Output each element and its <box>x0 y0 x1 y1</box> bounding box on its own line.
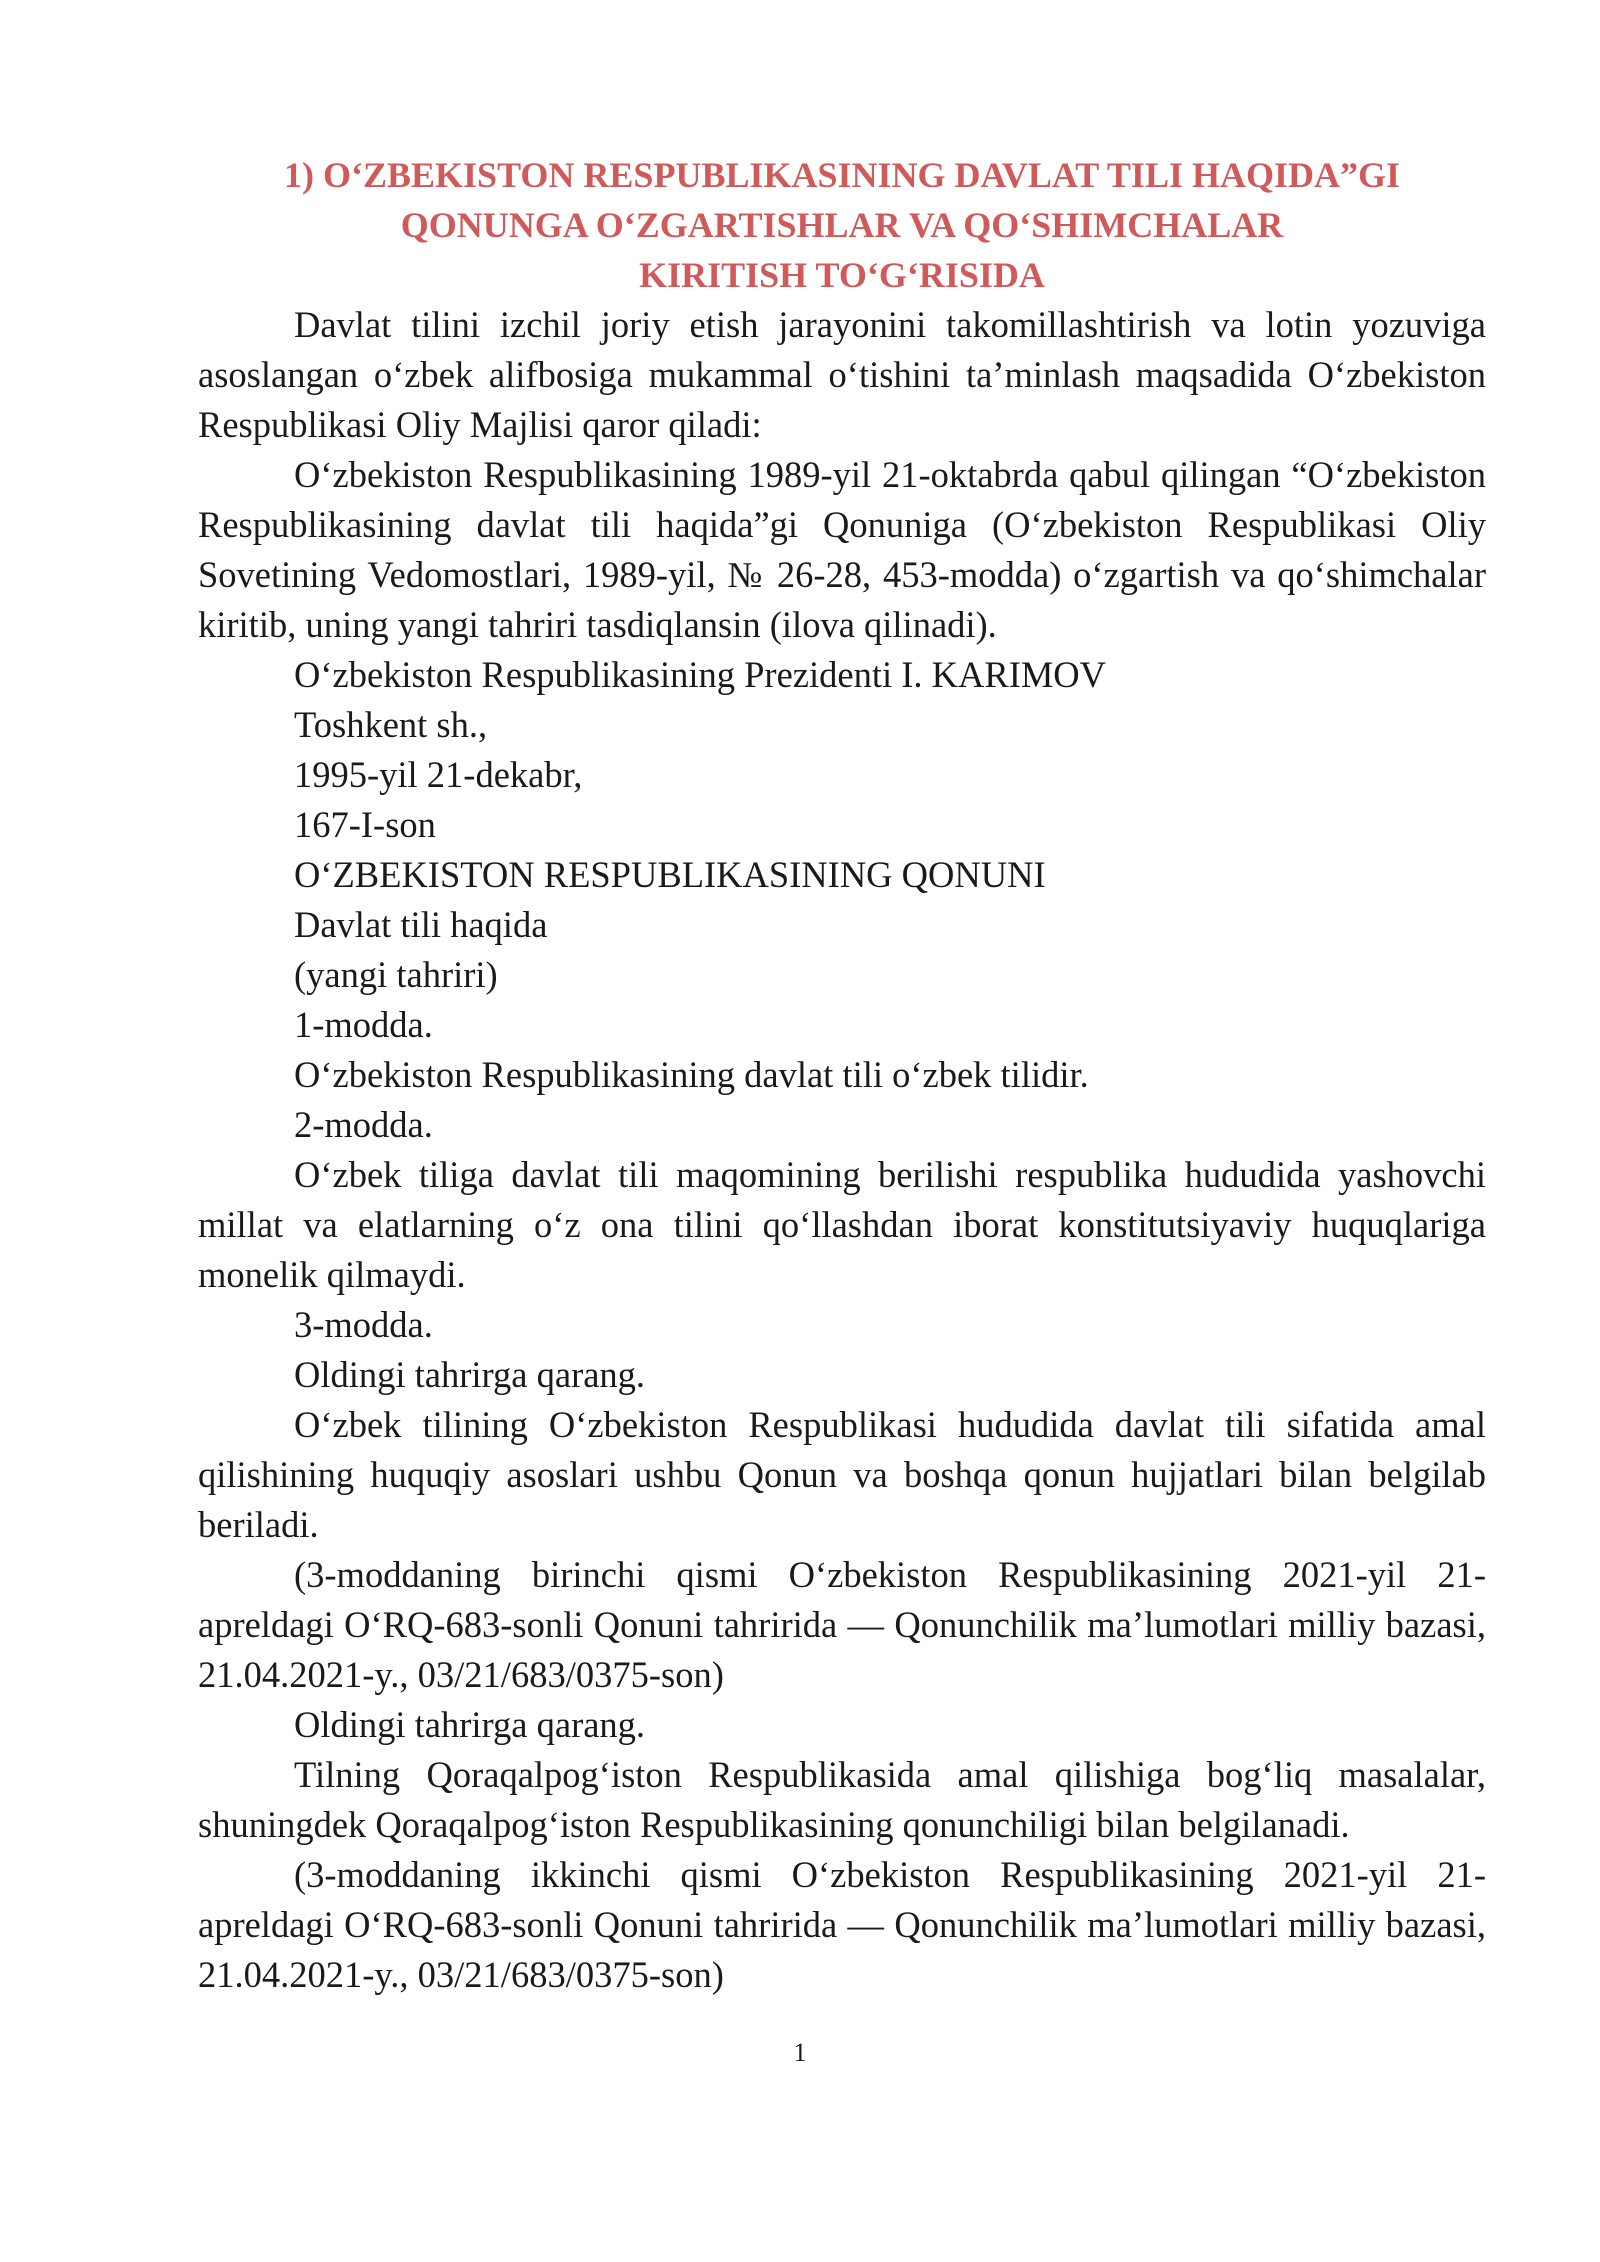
article-3-part-1: O‘zbek tilining O‘zbekiston Respublikasi hududida davlat tili sifatida amal qilishining huquqiy asoslari ushbu Qonun va boshqa qonun hujjatlari bilan belgilab beriladi. <box>198 1404 1486 1545</box>
intro-paragraph: Davlat tilini izchil joriy etish jarayonini takomillashtirish va lotin yozuviga asoslangan o‘zbek alifbosiga mukammal o‘tishini ta’minlash maqsadida O‘zbekiston Respublikasi Oliy Majlisi qaror qiladi: <box>198 304 1486 445</box>
article-3-part-2: Tilning Qoraqalpog‘iston Respublikasida amal qilishiga bog‘liq masalalar, shuningdek Qoraqalpog‘iston Respublikasining qonunchiligi bilan belgilanadi. <box>198 1754 1486 1845</box>
place-line: Toshkent sh., <box>294 704 488 745</box>
page-number: 1 <box>793 2038 807 2067</box>
document-title <box>198 150 1486 300</box>
document-body <box>198 150 1486 2000</box>
title-line-1: 1) O‘ZBEKISTON RESPUBLIKASINING DAVLAT TILI HAQIDA”GI <box>284 155 1400 195</box>
article-2-text: O‘zbek tiliga davlat tili maqomining berilishi respublika hududida yashovchi millat va elatlarning o‘z ona tilini qo‘llashdan iborat konstitutsiyaviy huquqlariga monelik qilmaydi. <box>198 1154 1486 1295</box>
previous-edition-link-2[interactable]: Oldingi tahrirga qarang. <box>294 1704 646 1745</box>
article-1-text: O‘zbekiston Respublikasining davlat tili o‘zbek tilidir. <box>294 1054 1089 1095</box>
previous-edition-link-1[interactable]: Oldingi tahrirga qarang. <box>294 1354 646 1395</box>
decision-paragraph: O‘zbekiston Respublikasining 1989-yil 21-oktabrda qabul qilingan “O‘zbekiston Respublikasining davlat tili haqida”gi Qonuniga (O‘zbekiston Respublikasi Oliy Sovetining Vedomostlari, 1989-yil, № 26-28, 453-modda) o‘zgartish va qo‘shimchalar kiritib, uning yangi tahriri tasdiqlansin (ilova qilinadi). <box>198 454 1486 645</box>
signature-line: O‘zbekiston Respublikasining Prezidenti I. KARIMOV <box>294 654 1107 695</box>
article-3-heading: 3-modda. <box>294 1304 433 1345</box>
number-line: 167-I-son <box>294 804 436 845</box>
law-edition: (yangi tahriri) <box>294 954 498 995</box>
title-line-2: QONUNGA O‘ZGARTISHLAR VA QO‘SHIMCHALAR <box>400 205 1284 245</box>
date-line: 1995-yil 21-dekabr, <box>294 754 583 795</box>
article-1-heading: 1-modda. <box>294 1004 433 1045</box>
article-2-heading: 2-modda. <box>294 1104 433 1145</box>
law-title: Davlat tili haqida <box>294 904 548 945</box>
law-heading: O‘ZBEKISTON RESPUBLIKASINING QONUNI <box>294 854 1046 895</box>
article-3-part-1-note: (3-moddaning birinchi qismi O‘zbekiston Respublikasining 2021-yil 21-apreldagi O‘RQ-683-sonli Qonuni tahririda — Qonunchilik ma’lumotlari milliy bazasi, 21.04.2021-y., 03/21/683/0375-son) <box>198 1554 1486 1695</box>
title-line-3: KIRITISH TO‘G‘RISIDA <box>639 255 1045 295</box>
article-3-part-2-note: (3-moddaning ikkinchi qismi O‘zbekiston Respublikasining 2021-yil 21-apreldagi O‘RQ-683-sonli Qonuni tahririda — Qonunchilik ma’lumotlari milliy bazasi, 21.04.2021-y., 03/21/683/0375-son) <box>198 1854 1486 1995</box>
